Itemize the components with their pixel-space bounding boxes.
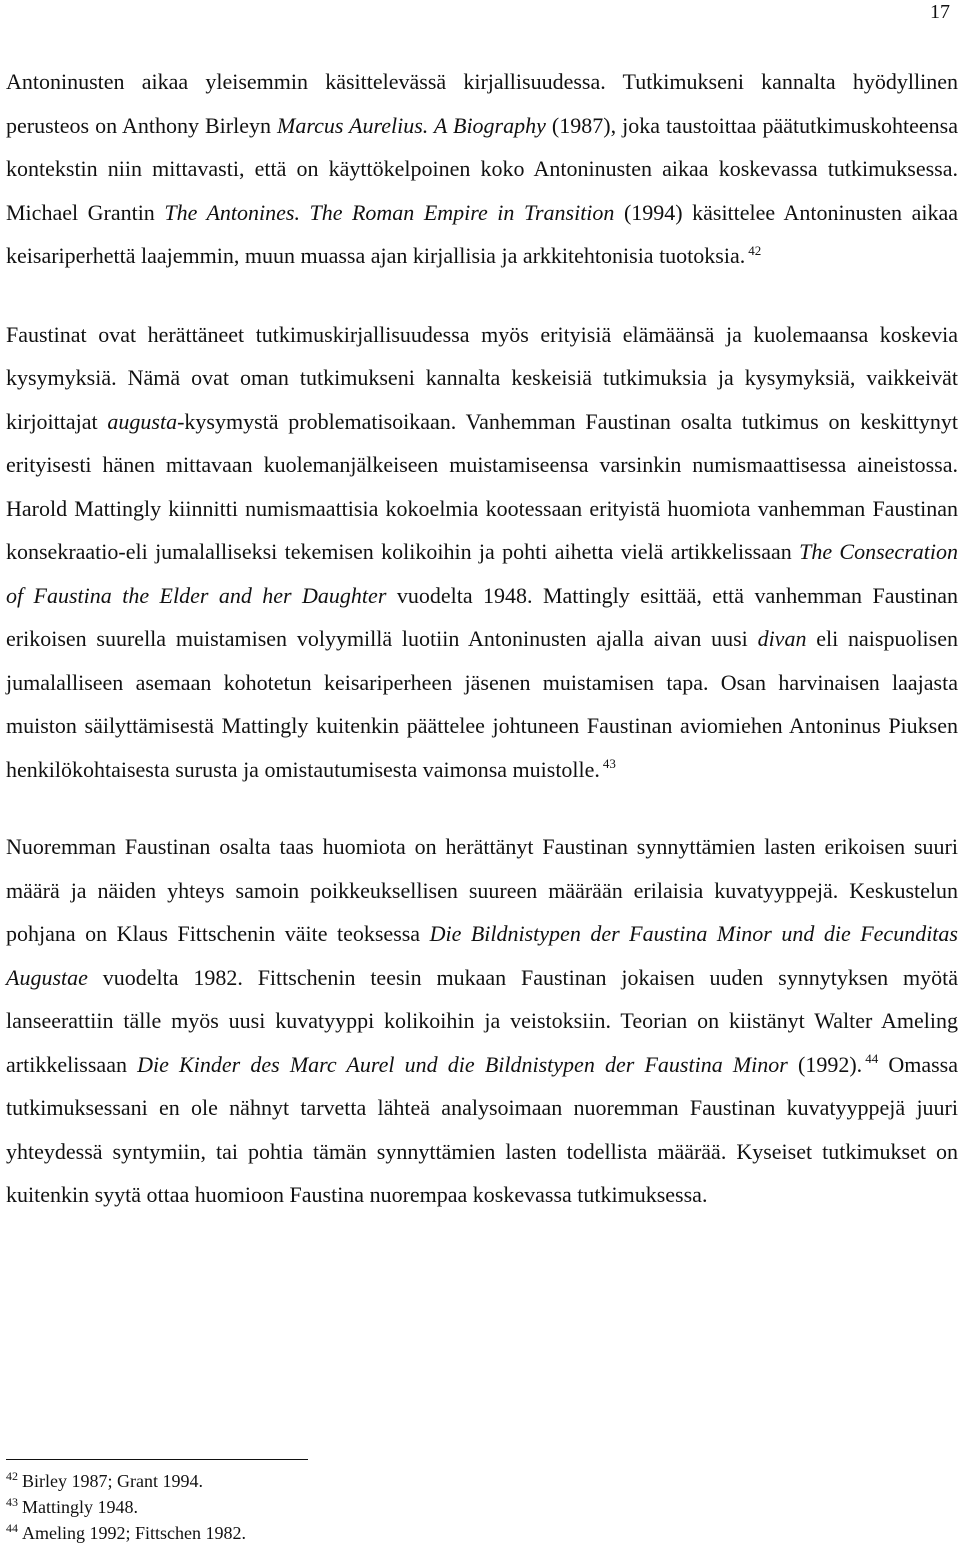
text-run: -kysymystä problematisoikaan. Vanhemman Faustinan osalta tutkimus on keskittynyt erityisesti hänen mittavaan kuolemanjälkeiseen muistamiseensa varsinkin numismaattisessa aineistossa. Harold Mattingly kiinnitti numismaattisia kokoelmia kootessaan erityistä huomiota vanhemman Faustinan konsekraatio-eli jumalalliseksi tekemisen kolikoihin ja pohti aihetta vielä artikkelissaan [6, 408, 958, 564]
italic-title: The Consecration of Faustina the Elder and her Daughter [6, 539, 958, 608]
footnote-44 [6, 1520, 906, 1546]
text-run: eli naispuolisen jumalalliseen asemaan kohotetun keisariperheen jäsenen muistamisen tapa. Osan harvinaisen laajasta muiston säilyttämisestä Mattingly kuitenkin päättelee johtuneen Faustinan aviomiehen Antoninus Piuksen henkilökohtaisesta surusta ja omistautumisesta vaimonsa muistolle. [6, 626, 958, 782]
footnote-43 [6, 1494, 906, 1520]
italic-title: Die Bildnistypen der Faustina Minor und die Fecunditas Augustae [6, 921, 958, 990]
footnote-number: 44 [6, 1521, 18, 1535]
paragraph-2 [6, 313, 958, 792]
text-run: vuodelta 1982. Fittschenin teesin mukaan Faustinan jokaisen uuden synnytyksen myötä lanseerattiin tälle myös uusi kuvatyyppi kolikoihin ja veistoksiin. Teorian on kiistänyt Walter Ameling artikkelissaan [6, 964, 958, 1077]
page-number: 17 [930, 1, 950, 23]
footnote-ref: 43 [602, 756, 616, 772]
footnote-text: Ameling 1992; Fittschen 1982. [22, 1523, 246, 1543]
italic-title: divan [757, 626, 807, 651]
text-run: Nuoremman Faustinan osalta taas huomiota on herättänyt Faustinan synnyttämien lasten erikoisen suuri määrä ja näiden yhteys samoin poikkeuksellisen suureen määrään erilaisia kuvatyyppejä. Keskustelun pohjana on Klaus Fittschenin väite teoksessa [6, 834, 958, 946]
italic-title: The Antonines. The Roman Empire in Transition [164, 199, 615, 225]
text-run: (1992). [787, 1051, 863, 1077]
italic-title: Marcus Aurelius. A Biography [277, 112, 546, 138]
text-run: vuodelta 1948. Mattingly esittää, että vanhemman Faustinan erikoisen suurella muistamisen volyymillä luotiin Antoninusten ajalla aivan uusi [6, 582, 959, 651]
footnote-text: Mattingly 1948. [22, 1497, 138, 1517]
text-run: (1987), joka taustoittaa päätutkimuskohteensa kontekstin niin mittavasti, että on käyttökelpoinen koko Antoninusten aikaa koskevassa tutkimuksessa. Michael Grantin [6, 112, 958, 225]
footnote-text: Birley 1987; Grant 1994. [22, 1471, 203, 1491]
text-run: (1994) käsittelee Antoninusten aikaa keisariperhettä laajemmin, muun muassa ajan kirjallisia ja arkkitehtonisia tuotoksia. [6, 199, 958, 268]
footnote-ref: 42 [748, 242, 762, 258]
text-run: Faustinat ovat herättäneet tutkimuskirjallisuudessa myös erityisiä elämäänsä ja kuolemaansa koskevia kysymyksiä. Nämä ovat oman tutkimukseni kannalta keskeisiä tutkimuksia ja kysymyksiä, vaikkeivät kirjoittajat [6, 321, 958, 434]
footnote-number: 42 [6, 1469, 18, 1483]
paragraph-1 [6, 60, 958, 278]
footnote-number: 43 [6, 1495, 18, 1509]
italic-title: Die Kinder des Marc Aurel und die Bildnistypen der Faustina Minor [137, 1051, 788, 1077]
italic-title: augusta [107, 408, 178, 434]
footnotes [6, 1468, 906, 1546]
footnote-ref: 44 [865, 1051, 879, 1067]
paragraph-3 [6, 825, 958, 1217]
body-text [6, 60, 958, 1217]
footnote-42 [6, 1468, 906, 1494]
footnote-separator [6, 1459, 308, 1460]
text-run: Omassa tutkimuksessani en ole nähnyt tarvetta lähteä analysoimaan nuoremman Faustinan kuvatyyppejä juuri yhteydessä syntymiin, tai pohtia tämän synnyttämien lasten todellista määrää. Kyseiset tutkimukset on kuitenkin syytä ottaa huomioon Faustina nuorempaa koskevassa tutkimuksessa. [6, 1051, 959, 1207]
text-run: Antoninusten aikaa yleisemmin käsittelevässä kirjallisuudessa. Tutkimukseni kannalta hyödyllinen perusteos on Anthony Birleyn [6, 69, 958, 138]
